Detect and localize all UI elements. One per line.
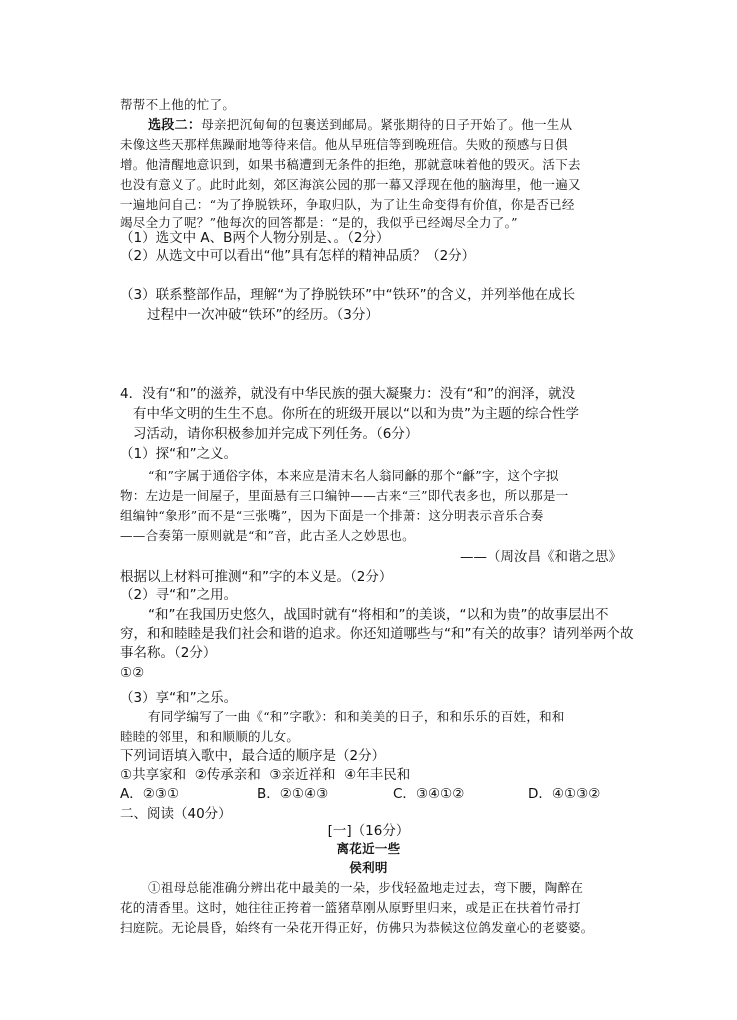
article-para-1-line-3: 扫庭院。无论晨昏，始终有一朵花开得正好，仿佛只为恭候这位鸽发童心的老婆婆。 — [120, 920, 594, 935]
option-b-value: ②①④③ — [279, 786, 329, 802]
phrase-list — [120, 766, 410, 784]
task-2-line-1: “和”在我国历史悠久，战国时就有“将相和”的美谈，“以和为贵”的故事层出不 — [148, 607, 609, 623]
quote-source: ——（周汝昌《和谐之思》 — [460, 549, 622, 565]
reading-heading: 二、阅读（40分） — [120, 806, 232, 822]
quote-line-3: 组编钟“象形”而不是“三张嘴”，因为下面是一个排萧：这分明表示音乐合奏 — [120, 508, 544, 523]
question-2: （2）从选文中可以看出“他”具有怎样的精神品质？（2分） — [120, 248, 476, 264]
phrase-4: ④年丰民和 — [344, 767, 411, 783]
option-c — [393, 785, 464, 803]
option-a-label: A． — [120, 786, 143, 802]
continued-line: 帮帮不上他的忙了。 — [120, 97, 236, 112]
option-d-label: D． — [528, 786, 552, 802]
answer-marks: ①② — [120, 665, 145, 681]
article-author: 侯利明 — [349, 860, 388, 875]
song-line-2: 睦睦的邻里，和和顺顺的儿女。 — [120, 729, 300, 744]
infer-question: 根据以上材料可推测“和”字的本义是。（2分） — [120, 569, 393, 585]
question-1: （1）选文中 A、B两个人物分别是、。（2分） — [120, 230, 390, 246]
phrase-2: ②传承亲和 — [194, 767, 261, 783]
q4-intro-line-2: 有中华文明的生生不息。你所在的班级开展以“以和为贵”为主题的综合性学 — [133, 406, 579, 422]
excerpt-2-label: 选段二： — [148, 118, 202, 133]
question-3-line-2: 过程中一次冲破“铁环”的经历。（3分） — [147, 307, 379, 323]
excerpt-2-line-6: 竭尽全力了呢？”他每次的回答都是：“是的，我似乎已经竭尽全力了。” — [120, 215, 518, 230]
article-para-1-line-1: ①祖母总能准确分辨出花中最美的一朵，步伐轻盈地走过去，弯下腰，陶醉在 — [148, 880, 584, 895]
excerpt-2-line-5: 一遍地问自己：“为了挣脱铁环，争取归队，为了让生命变得有价值，你是否已经 — [120, 197, 575, 212]
q4-intro-line-3: 习活动，请你积极参加并完成下列任务。（6分） — [133, 426, 419, 442]
option-d — [528, 785, 600, 803]
option-b — [257, 785, 328, 803]
task-2-title: （2）寻“和”之用。 — [120, 587, 238, 603]
option-a-value: ②③① — [142, 786, 180, 802]
phrase-3: ③亲近祥和 — [269, 767, 336, 783]
excerpt-2-line-1 — [148, 116, 572, 135]
task-2-line-3: 事名称。（2分） — [120, 645, 217, 661]
part-label: [一]（16分） — [327, 823, 410, 839]
option-b-label: B． — [257, 786, 280, 802]
article-title: 离花近一些 — [336, 841, 401, 856]
task-2-line-2: 穷，和和睦睦是我们社会和谐的追求。你还知道哪些与“和”有关的故事？请列举两个故 — [120, 626, 634, 642]
song-line-1: 有同学编写了一曲《“和”字歌》：和和美美的日子，和和乐乐的百姓，和和 — [148, 709, 565, 724]
option-c-label: C． — [393, 786, 416, 802]
task-3-title: （3）享“和”之乐。 — [120, 690, 238, 706]
quote-line-2: 物：左边是一间屋子，里面悬有三口编钟——古来“三”即代表多也，所以那是一 — [120, 488, 569, 503]
option-d-value: ④①③② — [551, 786, 601, 802]
quote-line-1: “和”字属于通俗字体，本来应是清末名人翁同龢的那个“龢”字，这个字拟 — [148, 468, 559, 483]
excerpt-2-text: 母亲把沉甸甸的包裹送到邮局。紧张期待的日子开始了。他一生从 — [201, 117, 573, 132]
quote-line-4: ——合奏第一原则就是“和”音，此古圣人之妙思也。 — [120, 528, 415, 543]
q4-intro-line-1: 4．没有“和”的滋养，就没有中华民族的强大凝聚力：没有“和”的润泽，就没 — [120, 386, 576, 402]
task-1-title: （1）探“和”之义。 — [120, 446, 238, 462]
excerpt-2-line-2: 未像这些天那样焦躁耐地等待来信。他从早班信等到晚班信。失败的预感与日俱 — [120, 137, 569, 152]
excerpt-2-line-3: 增。他清醒地意识到，如果书稿遭到无条件的拒绝，那就意味着他的毁灭。活下去 — [120, 157, 581, 172]
phrase-1: ①共享家和 — [120, 767, 187, 783]
option-a — [120, 785, 179, 803]
excerpt-2-line-4: 也没有意义了。此时此刻，郊区海滨公园的那一幕又浮现在他的脑海里，他一遍又 — [120, 177, 581, 192]
order-prompt: 下列词语填入歌中，最合适的顺序是（2分） — [120, 748, 386, 764]
article-para-1-line-2: 花的清香里。这时，她往往正挎着一篮猪草刚从原野里归来，或是正在扶着竹帚打 — [120, 900, 581, 915]
question-3-line-1: （3）联系整部作品，理解“为了挣脱铁环”中“铁环”的含义，并列举他在成长 — [120, 287, 576, 303]
option-c-value: ③④①② — [415, 786, 465, 802]
